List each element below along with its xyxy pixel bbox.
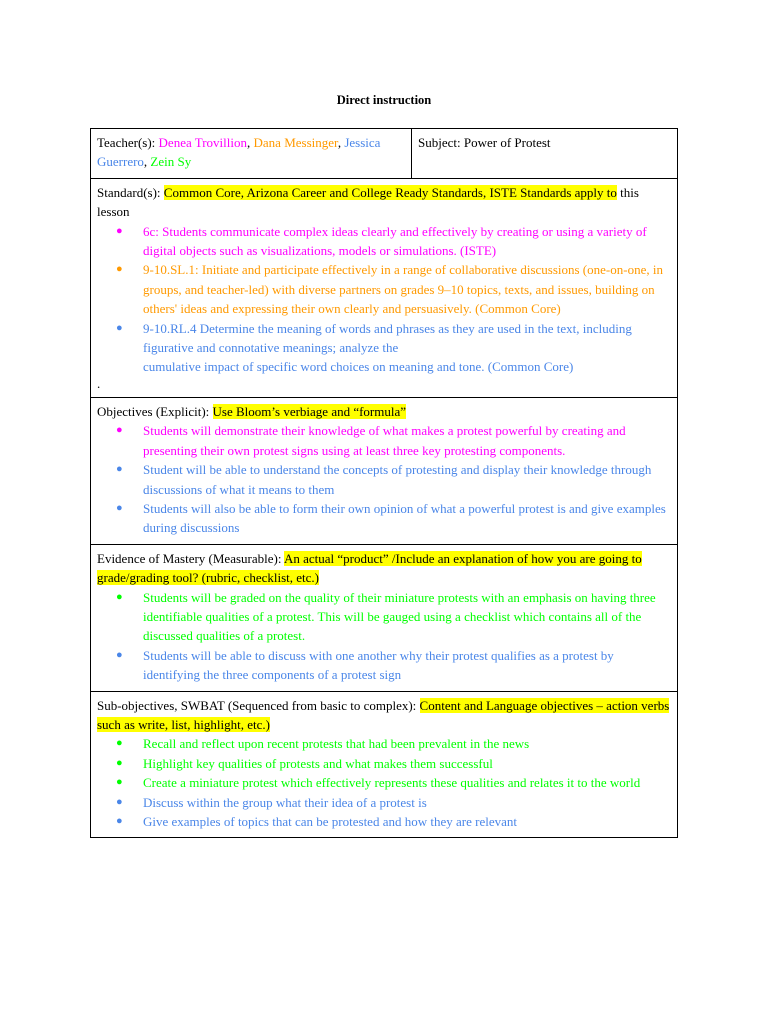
subobjectives-heading [97,696,671,735]
evidence-label: Evidence of Mastery (Measurable): [97,550,284,566]
list-item [116,460,671,499]
teacher-name: Jessica Guerrero [97,135,381,170]
bullet-icon: ● [116,463,123,476]
list-item-text-continued: cumulative impact of specific word choices on meaning and tone. (Common Core) [143,359,574,375]
list-item [116,773,671,792]
bullet-icon: ● [116,737,123,750]
teacher-separator: , [247,135,254,150]
list-item [116,754,671,773]
standards-label: Standard(s): [97,184,164,200]
objectives-highlight: Use Bloom’s verbiage and “formula” [212,403,407,419]
list-item [116,646,671,685]
list-item [116,499,671,538]
list-item-text: Student will be able to understand the concepts of protesting and display their knowledge through discussions of what it means to them [143,462,652,497]
standards-trailing-dot: . [97,375,101,391]
list-item [116,222,671,261]
list-item-text: Students will demonstrate their knowledge of what makes a protest powerful by creating and presenting their own protest signs using at least three key protesting components. [143,423,626,458]
teacher-separator: , [337,135,345,150]
objectives-cell [91,397,678,544]
bullet-icon: ● [116,795,123,808]
list-item [116,260,671,318]
teachers-label: Teacher(s): [97,135,159,150]
list-item-text: Students will be graded on the quality of their miniature protests with an emphasis on having three identifiable qualities of a protest. This will be gauged using a checklist which contains all of the discussed qualities of a protest. [143,589,656,644]
lesson-plan-table [90,128,678,838]
subobjectives-row [91,691,678,838]
bullet-icon: ● [116,776,123,789]
teacher-name: Dana Messinger [253,135,338,150]
standards-heading [97,183,671,222]
evidence-list [97,588,671,685]
objectives-row [91,397,678,544]
bullet-icon: ● [116,321,123,334]
subobjectives-label: Sub-objectives, SWBAT (Sequenced from basic to complex): [97,697,420,713]
subobjectives-list [97,734,671,831]
list-item-text: 9-10.SL.1: Initiate and participate effectively in a range of collaborative discussions (one-on-one, in groups, and teacher-led) with diverse partners on grades 9–10 topics, texts, and issues, building on others' ideas and expressing their own clearly and persuasively. (Common Core) [143,262,663,317]
list-item-text: Students will be able to discuss with one another why their protest qualifies as a protest by identifying the three components of a protest sign [143,647,614,683]
list-item-text: Create a miniature protest which effectively represents these qualities and relates it to the world [143,775,641,791]
list-item-text: 9-10.RL.4 Determine the meaning of words and phrases as they are used in the text, including figurative and connotative meanings; analyze the [143,320,632,356]
subject-cell: Subject: Power of Protest [412,129,678,179]
list-item-text: Highlight key qualities of protests and what makes them successful [143,755,493,771]
list-item [116,319,671,377]
evidence-row [91,544,678,691]
bullet-icon: ● [116,815,123,827]
subobjectives-highlight: Content and Language objectives – action verbs such as write, list, highlight, etc.) [97,697,670,732]
bullet-icon: ● [116,648,123,661]
objectives-list [97,421,671,537]
evidence-highlight: An actual “product” /Include an explanation of how you are going to grade/grading tool? (rubric, checklist, etc.) [97,550,642,586]
list-item-text: Students will also be able to form their own opinion of what a powerful protest is and give examples during discussions [143,500,666,536]
teacher-name: Zein Sy [150,154,192,170]
standards-cell [91,178,678,397]
document-title: Direct instruction [336,93,432,107]
list-item [116,812,671,831]
bullet-icon: ● [116,501,123,514]
header-row [91,129,678,179]
subobjectives-cell [91,691,678,838]
teachers-cell [91,129,412,179]
objectives-label: Objectives (Explicit): [97,403,213,419]
bullet-icon: ● [116,263,123,276]
standards-label-tail: this lesson [97,184,639,220]
standards-highlight: Common Core, Arizona Career and College Ready Standards, ISTE Standards apply to [163,184,617,200]
list-item-text: 6c: Students communicate complex ideas clearly and effectively by creating or using a variety of digital objects such as visualizations, models or simulations. (ISTE) [143,223,647,259]
list-item-text: Discuss within the group what their idea of a protest is [143,794,427,810]
bullet-icon: ● [116,224,123,237]
bullet-icon: ● [116,424,123,437]
list-item [116,793,671,812]
standards-row [91,178,678,397]
teacher-name: Denea Trovillion [158,135,248,150]
evidence-cell [91,544,678,691]
list-item [116,421,671,460]
list-item [116,734,671,753]
bullet-icon: ● [116,590,123,603]
list-item-text: Give examples of topics that can be protested and how they are relevant [143,814,517,829]
teacher-separator: , [143,154,151,170]
list-item [116,588,671,646]
objectives-heading [97,402,671,421]
evidence-heading [97,549,671,588]
list-item-text: Recall and reflect upon recent protests that had been prevalent in the news [143,736,530,752]
standards-list [97,222,671,377]
bullet-icon: ● [116,756,123,769]
